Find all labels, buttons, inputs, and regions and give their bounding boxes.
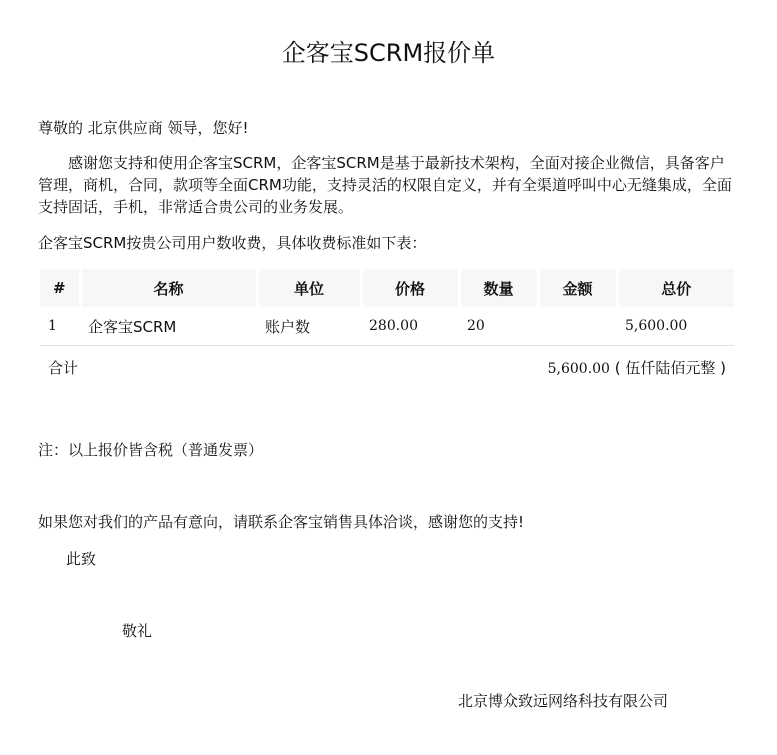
col-header-unit: 单位	[257, 269, 361, 307]
tax-note: 注：以上报价皆含税（普通发票）	[38, 441, 264, 459]
cell-amount	[538, 307, 617, 346]
greeting-text: 尊敬的 北京供应商 领导，您好!	[38, 119, 249, 137]
cell-quantity: 20	[459, 307, 538, 346]
page-title: 企客宝SCRM报价单	[281, 39, 496, 67]
quote-table	[40, 269, 734, 346]
total-amount-words: ( 伍仟陆佰元整 )	[614, 359, 726, 377]
col-header-total: 总价	[617, 269, 734, 307]
fee-intro-text: 企客宝SCRM按贵公司用户数收费，具体收费标准如下表：	[38, 234, 427, 252]
cell-unit: 账户数	[257, 307, 361, 346]
cell-name: 企客宝SCRM	[80, 307, 257, 346]
regards-text: 敬礼	[122, 622, 153, 640]
table-header-row	[40, 269, 734, 307]
total-label: 合计	[48, 359, 79, 377]
col-header-price: 价格	[361, 269, 459, 307]
intro-paragraph: 感谢您支持和使用企客宝SCRM，企客宝SCRM是基于最新技术架构，全面对接企业微信，具备客户管理，商机，合同，款项等全面CRM功能，支持灵活的权限自定义，并有全渠道呼叫中心无缝集成，全面支持固话，手机，非常适合贵公司的业务发展。	[38, 154, 732, 216]
contact-text: 如果您对我们的产品有意向，请联系企客宝销售具体洽谈，感谢您的支持!	[38, 513, 525, 531]
salutation-text: 此致	[66, 550, 97, 568]
total-value	[548, 357, 726, 378]
cell-price: 280.00	[361, 307, 459, 346]
table-row	[40, 307, 734, 346]
company-name: 北京博众致远网络科技有限公司	[458, 692, 669, 710]
total-amount: 5,600.00	[547, 361, 610, 377]
cell-index: 1	[40, 307, 80, 346]
col-header-amount: 金额	[538, 269, 617, 307]
col-header-quantity: 数量	[459, 269, 538, 307]
cell-total: 5,600.00	[617, 307, 734, 346]
total-row	[40, 349, 734, 387]
col-header-name: 名称	[80, 269, 257, 307]
col-header-index: #	[40, 269, 80, 307]
